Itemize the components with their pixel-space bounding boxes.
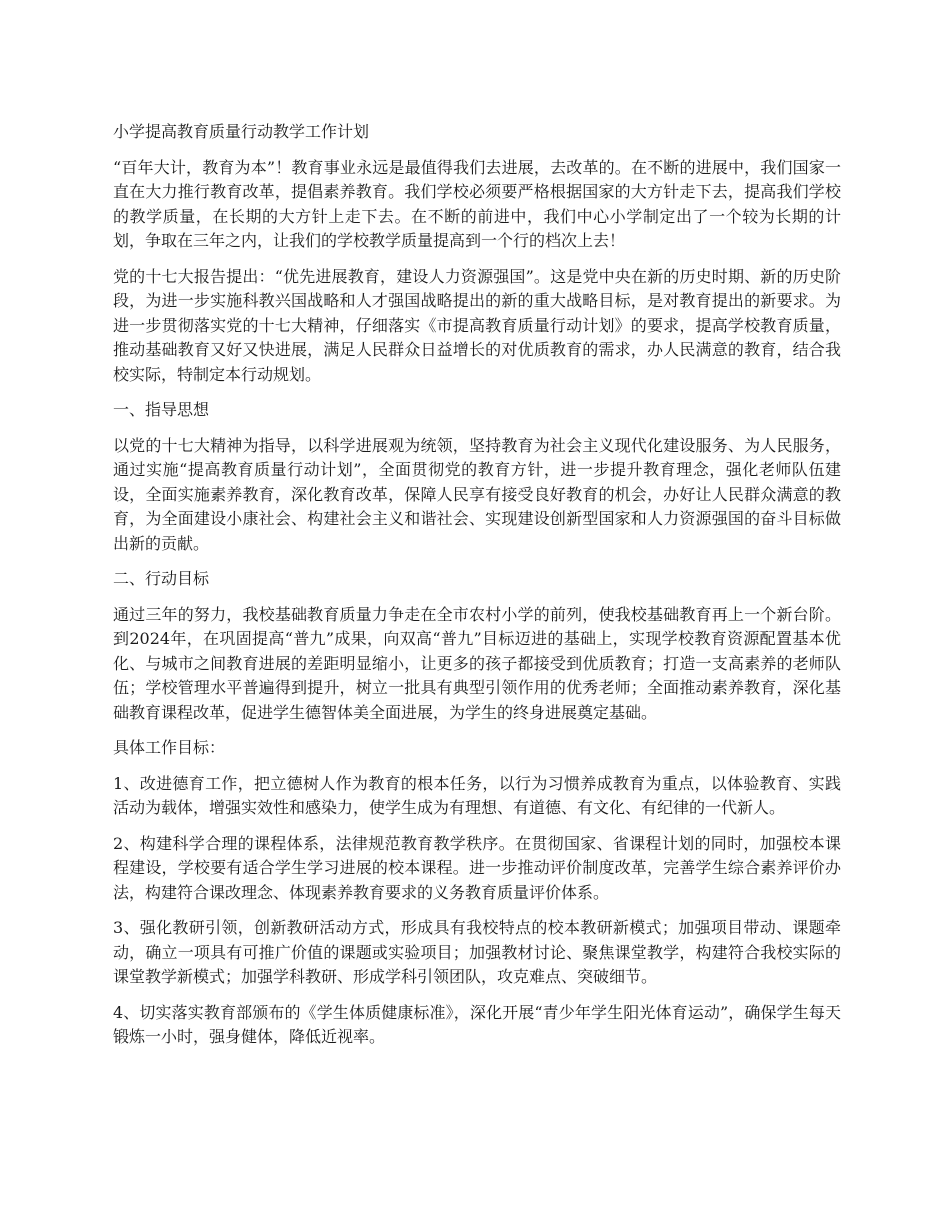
goals-heading: 具体工作目标：	[113, 738, 226, 757]
section-heading-action-goals: 二、行动目标	[113, 569, 210, 588]
section-text-action-goals: 通过三年的努力，我校基础教育质量力争走在全市农村小学的前列，使我校基础教育再上一个新台阶。到2024年，在巩固提高“普九”成果，向双高“普九”目标迈进的基础上，实现学校教育资源配置基本优化、与城市之间教育进展的差距明显缩小，让更多的孩子都接受到优质教育；打造一支高素养的老师队伍；学校管理水平普遍得到提升，树立一批具有典型引领作用的优秀老师；全面推动素养教育，深化基础教育课程改革，促进学生德智体美全面进展，为学生的终身进展奠定基础。	[113, 604, 841, 722]
goal-item-1: 1、改进德育工作，把立德树人作为教育的根本任务，以行为习惯养成教育为重点，以体验教育、实践活动为载体，增强实效性和感染力，使学生成为有理想、有道德、有文化、有纪律的一代新人。	[113, 773, 841, 817]
section-heading-guiding-ideology: 一、指导思想	[113, 400, 210, 419]
document-page	[113, 120, 841, 1061]
document-title: 小学提高教育质量行动教学工作计划	[113, 122, 370, 141]
intro-paragraph-2: 党的十七大报告提出：“优先进展教育，建设人力资源强国”。这是党中央在新的历史时期、新的历史阶段，为进一步实施科教兴国战略和人才强国战略提出的新的重大战略目标，是对教育提出的新要求。为进一步贯彻落实党的十七大精神，仔细落实《市提高教育质量行动计划》的要求，提高学校教育质量，推动基础教育又好又快进展，满足人民群众日益增长的对优质教育的需求，办人民满意的教育，结合我校实际，特制定本行动规划。	[113, 266, 841, 384]
intro-paragraph-1: “百年大计，教育为本”！教育事业永远是最值得我们去进展，去改革的。在不断的进展中，我们国家一直在大力推行教育改革，提倡素养教育。我们学校必须要严格根据国家的大方针走下去，提高我们学校的教学质量，在长期的大方针上走下去。在不断的前进中，我们中心小学制定出了一个较为长期的计划，争取在三年之内，让我们的学校教学质量提高到一个行的档次上去！	[113, 157, 841, 250]
goal-item-3: 3、强化教研引领，创新教研活动方式，形成具有我校特点的校本教研新模式；加强项目带动、课题牵动，确立一项具有可推广价值的课题或实验项目；加强教材讨论、聚焦课堂教学，构建符合我校实际的课堂教学新模式；加强学科教研、形成学科引领团队，攻克难点、突破细节。	[113, 918, 841, 986]
goal-item-4: 4、切实落实教育部颁布的《学生体质健康标准》，深化开展“青少年学生阳光体育运动”，确保学生每天锻炼一小时，强身健体，降低近视率。	[113, 1002, 841, 1046]
goal-item-2: 2、构建科学合理的课程体系，法律规范教育教学秩序。在贯彻国家、省课程计划的同时，加强校本课程建设，学校要有适合学生学习进展的校本课程。进一步推动评价制度改革，完善学生综合素养评价办法，构建符合课改理念、体现素养教育要求的义务教育质量评价体系。	[113, 833, 841, 902]
section-text-guiding-ideology: 以党的十七大精神为指导，以科学进展观为统领，坚持教育为社会主义现代化建设服务、为人民服务，通过实施“提高教育质量行动计划”，全面贯彻党的教育方针，进一步提升教育理念，强化老师队伍建设，全面实施素养教育，深化教育改革，保障人民享有接受良好教育的机会，办好让人民群众满意的教育，为全面建设小康社会、构建社会主义和谐社会、实现建设创新型国家和人力资源强国的奋斗目标做出新的贡献。	[113, 435, 841, 553]
